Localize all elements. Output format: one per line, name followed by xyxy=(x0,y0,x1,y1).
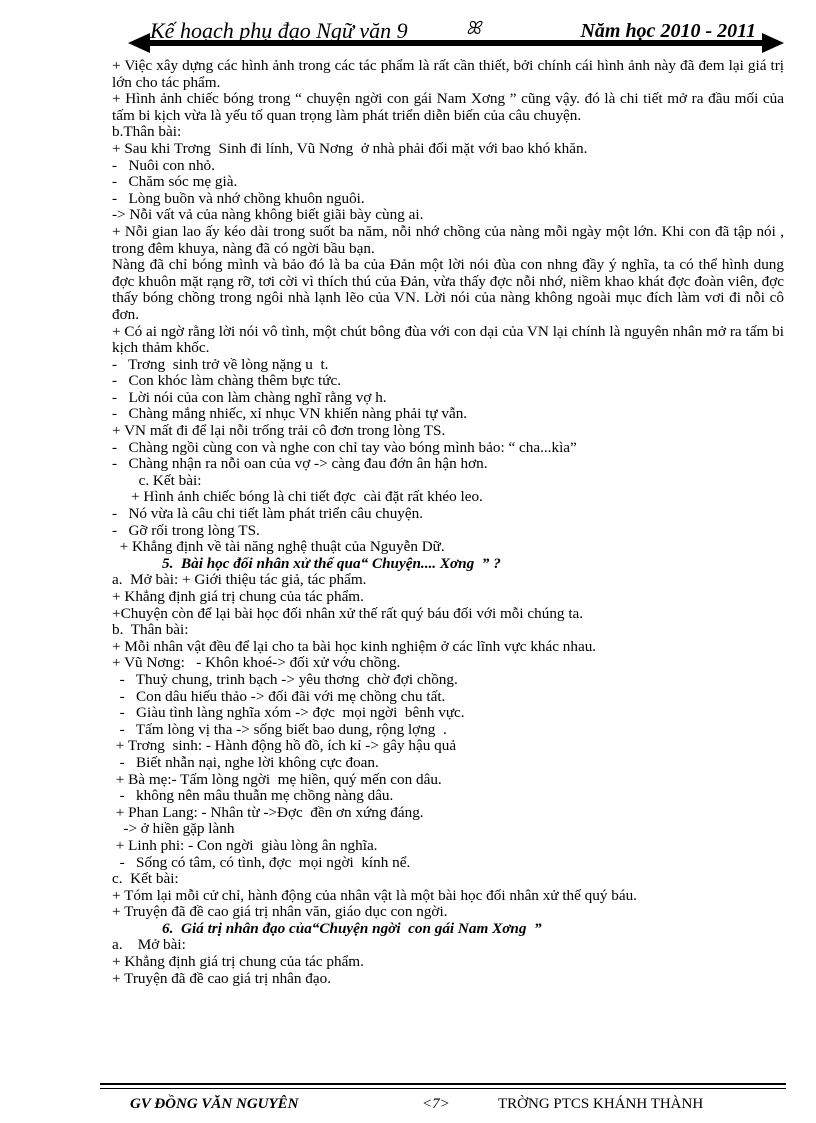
paragraph: + Nỗi gian lao ấy kéo dài trong suốt ba năm, nỗi nhớ chồng của nàng mỗi ngày một lớn. Khi con đã tập nói , trong đêm khuya, nàng đã có ngời bầu bạn. xyxy=(112,222,784,257)
text-line: - Lời nói của con làm chàng nghĩ rằng vợ h. xyxy=(112,388,387,406)
text-line: - Trơng sinh trở về lòng nặng u t. xyxy=(112,355,329,373)
text-line: -> ở hiền gặp lành xyxy=(112,820,235,838)
paragraph: + Hình ảnh chiếc bóng trong “ chuyện ngời con gái Nam Xơng ” cũng vậy. đó là chi tiết mở ra đầu mối của tấm bi kịch vừa là yếu tố quan trọng làm phát triển diễn biến của câu chuyện. xyxy=(112,90,784,124)
header-title: Kế hoạch phụ đạo Ngữ văn 9 xyxy=(150,18,408,43)
text-line: c. Kết bài: xyxy=(112,870,179,888)
text-line: a. Mở bài: + Giới thiệu tác giả, tác phẩm. xyxy=(112,571,367,589)
document-body xyxy=(112,58,784,987)
text-line: + Khẳng định giá trị chung của tác phẩm. xyxy=(112,588,364,605)
text-line: + Trơng sinh: - Hành động hồ đồ, ích kỉ -> gây hậu quả xyxy=(112,737,457,755)
text-line: - Sống có tâm, có tình, đợc mọi ngời kính nể. xyxy=(112,853,411,871)
text-line: - Tấm lòng vị tha -> sống biết bao dung, rộng lợng . xyxy=(112,720,447,738)
text-line: -> Nỗi vất vả của nàng không biết giãi bày cùng ai. xyxy=(112,206,424,224)
text-line: + VN mất đi để lại nỗi trống trải cô đơn trong lòng TS. xyxy=(112,422,446,440)
text-line: + Phan Lang: - Nhân từ ->Đợc đền ơn xứng đáng. xyxy=(112,803,424,821)
text-line: + Linh phi: - Con ngời giàu lòng ân nghĩa. xyxy=(112,836,378,854)
header-school-year: Năm học 2010 - 2011 xyxy=(580,20,756,42)
text-line: - Nuôi con nhỏ. xyxy=(112,156,215,174)
text-line: - Chàng mắng nhiếc, xỉ nhục VN khiến nàng phải tự vẫn. xyxy=(112,405,468,423)
text-line: a. Mở bài: xyxy=(112,936,186,954)
paragraph: + Việc xây dựng các hình ảnh trong các tác phẩm là rất cần thiết, bởi chính cái hình ảnh này đã đem lại giá trị lớn cho tác phẩm. xyxy=(112,57,784,91)
text-line: + Khẳng định về tài năng nghệ thuật của Nguyễn Dữ. xyxy=(112,538,445,556)
text-line: - Biết nhẫn nại, nghe lời không cực đoan. xyxy=(112,753,379,771)
header-double-arrow xyxy=(128,32,784,54)
page-footer xyxy=(100,1096,786,1116)
text-line: - không nên mâu thuẫn mẹ chồng nàng dâu. xyxy=(112,787,394,805)
header-ornament: ꕤ xyxy=(466,18,481,38)
text-line: + Truyện đã đề cao giá trị nhân văn, giáo dục con ngời. xyxy=(112,903,448,921)
text-line: - Nó vừa là câu chi tiết làm phát triển câu chuyện. xyxy=(112,505,424,523)
text-line: c. Kết bài: xyxy=(112,471,202,489)
text-line: - Chăm sóc mẹ già. xyxy=(112,173,238,191)
text-line: + Vũ Nơng: - Khôn khoé-> đối xử vớu chồng. xyxy=(112,654,401,672)
footer-rule-thin xyxy=(100,1088,786,1089)
paragraph: + Có ai ngờ rằng lời nói vô tình, một chút bông đùa với con dại của VN lại chính là nguyên nhân mở ra tấm bi kịch thảm khốc. xyxy=(112,322,784,357)
text-line: - Con dâu hiếu thảo -> đối đãi với mẹ chồng chu tất. xyxy=(112,687,446,705)
text-line: + Truyện đã đề cao giá trị nhân đạo. xyxy=(112,969,332,987)
text-line: - Con khóc làm chàng thêm bực tức. xyxy=(112,372,342,390)
text-line: + Tóm lại mỗi cử chỉ, hành động của nhân vật là một bài học đối nhân xử thế quý báu. xyxy=(112,886,637,904)
text-line: - Chàng nhận ra nỗi oan của vợ -> càng đau đớn ân hận hơn. xyxy=(112,455,488,473)
text-line: +Chuyện còn để lại bài học đối nhân xử thế rất quý báu đối với mỗi chúng ta. xyxy=(112,604,584,622)
paragraph: Nàng đã chỉ bóng mình và bảo đó là ba của Đản một lời nói đùa con nhng đầy ý nghĩa, ta có thể hình dung đợc khuôn mặt rạng rỡ, tơi cời vì thích thú của Đản, vừa thấy đợc nỗi nhớ, niềm khao khát đợc đoàn viên, đợc thấy bóng chồng trong ngôi nhà lạnh lẽo của VN. Lời nói của nàng không ngoài mục đích làm vơi đi nỗi cô đơn. xyxy=(112,256,784,323)
footer-school: TRỜNG PTCS KHÁNH THÀNH xyxy=(498,1096,704,1112)
text-line: + Hình ảnh chiếc bóng là chi tiết đợc cài đặt rất khéo leo. xyxy=(112,488,483,506)
footer-page-number: <7> xyxy=(422,1096,450,1112)
section-heading: 6. Giá trị nhân đạo của“Chuyện ngời con gái Nam Xơng ” xyxy=(162,919,542,937)
text-line: - Lòng buồn và nhớ chồng khuôn nguôi. xyxy=(112,189,365,207)
footer-rule-thick xyxy=(100,1083,786,1085)
text-line: + Sau khi Trơng Sinh đi lính, Vũ Nơng ở nhà phải đối mặt với bao khó khăn. xyxy=(112,139,588,157)
text-line: + Khẳng định giá trị chung của tác phẩm. xyxy=(112,953,364,971)
text-line: - Chàng ngồi cùng con và nghe con chỉ tay vào bóng mình bảo: “ cha...kìa” xyxy=(112,438,577,456)
text-line: - Giàu tình làng nghĩa xóm -> đợc mọi ngời bênh vực. xyxy=(112,704,465,722)
text-line: b.Thân bài: xyxy=(112,123,182,141)
footer-author: GV ĐỒNG VĂN NGUYÊN xyxy=(130,1096,299,1112)
text-line: - Thuỷ chung, trinh bạch -> yêu thơng chờ đợi chồng. xyxy=(112,670,458,688)
text-line: b. Thân bài: xyxy=(112,621,189,639)
text-line: - Gỡ rối trong lòng TS. xyxy=(112,521,260,539)
text-line: + Bà mẹ:- Tấm lòng ngời mẹ hiền, quý mến con dâu. xyxy=(112,770,442,788)
section-heading: 5. Bài học đối nhân xử thế qua“ Chuyện.... Xơng ” ? xyxy=(162,554,501,572)
text-line: + Mỗi nhân vật đều để lại cho ta bài học kinh nghiệm ở các lĩnh vực khác nhau. xyxy=(112,637,597,655)
